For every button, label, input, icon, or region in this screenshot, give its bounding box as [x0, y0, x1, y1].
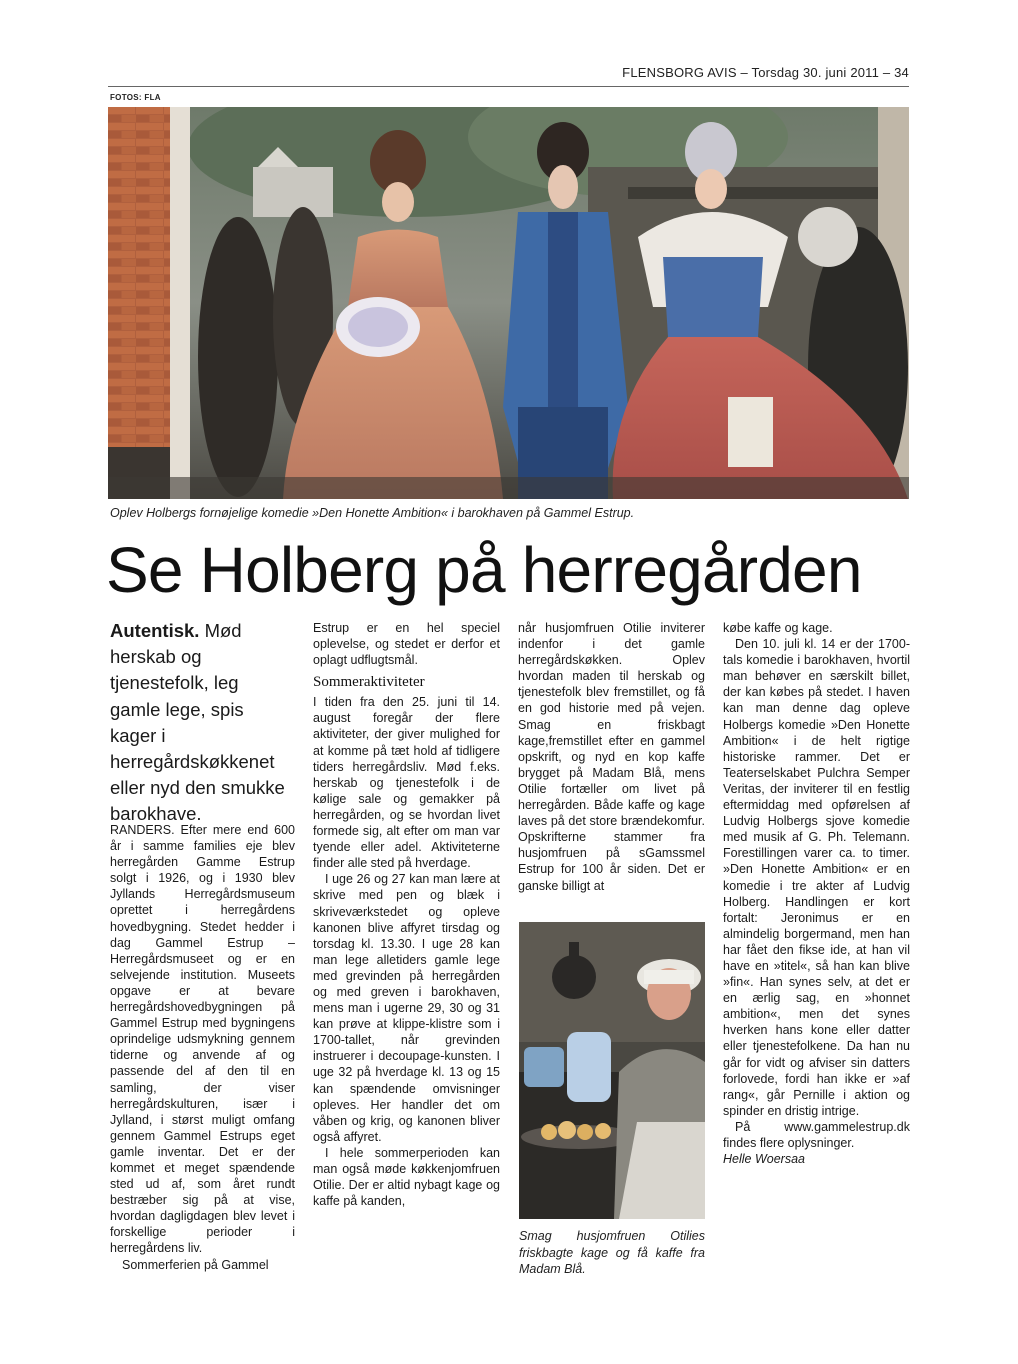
body-paragraph: Estrup er en hel speciel oplevelse, og stedet er derfor et oplagt udflugtsmål. — [313, 621, 500, 668]
kitchen-photo-caption: Smag husjomfruen Otilies friskbagte kage og få kaffe fra Madam Blå. — [519, 1229, 705, 1276]
lead-paragraph — [110, 618, 290, 828]
body-paragraph: I hele sommerperioden kan man også møde køkkenjomfruen Otilie. Der er altid nybagt kage og kaffe på kanden, — [313, 1145, 500, 1209]
kitchen-photo-illustration — [519, 922, 705, 1219]
headline: Se Holberg på herregården — [106, 534, 862, 606]
body-paragraph: RANDERS. Efter mere end 600 år i samme families eje blev herregården Gamme Estrup solgt i 1926, og i 1930 blev Jyllands Herregårdsmuseum oprettet i herregårdens hovedbygning. Stedet hedder i dag Gammel Estrup – Herregårdsmuseet og er en selvejende institution. Museets opgave er at bevare herregårdshovedbygningen på Gammel Estrup med bygningens oprindelige udsmykning gennem tiderne og anvende af og passende del af den til en samling, der viser herregårdskulturen, især i Jylland, i størst muligt omfang gennem Gammel Estrups eget gamle inventar. Det er der kommet et meget spændende sted ud af, som året rundt bestræber sig på at vise, hvordan dagligdagen blev levet i forskellige perioder i herregårdens liv. — [110, 823, 295, 1256]
main-photo-caption: Oplev Holbergs fornøjelige komedie »Den Honette Ambition« i barokhaven på Gammel Estrup. — [110, 506, 635, 520]
main-photo-illustration — [108, 107, 909, 499]
lead-text: Mød herskab og tjenestefolk, leg gamle lege, spis kager i herregårdskøkkenet eller nyd den smukke barokhave. — [110, 620, 285, 825]
column-3 — [518, 620, 705, 894]
body-paragraph: I uge 26 og 27 kan man lære at skrive med pen og blæk i skriveværkstedet og opleve kanonen blive affyret tirsdag og torsdag kl. 13.30. I uge 28 kan man lege alletiders gamle lege med grevinden på herregården og med greven i barokhaven, mens man i ugerne 29, 30 og 31 kan prøve at klippe-klistre som i 1700-tallet, når grevinden instruerer i decoupage-kunsten. I uge 32 på hverdage kl. 13 og 15 kan spændende omvisninger opleves. Her handler det om våben og krig, og kanonen bliver også affyret. — [313, 872, 500, 1144]
body-paragraph: Den 10. juli kl. 14 er der 1700-tals komedie i barokhaven, hvortil man behøver en særskilt billet, der kan købes på stedet. I haven kan man denne dag opleve Holbergs komedie »Den Honette Ambition« i de helt rigtige historiske rammer. Det er Teaterselskabet Pulchra Semper Veritas, der inviterer til en festlig eftermiddag med opførelsen af Ludvig Holbergs sjove komedie med musik af G. Ph. Telemann. Forestillingen varer ca. to timer. »Den Honette Ambition« er en komedie i tre akter af Ludvig Holberg. Handlingen er kort fortalt: Jeronimus er en almindelig borgermand, men han har fået den fikse ide, at han vil have en »titel«, så han kan blive »fin«. Han synes selv, at det er en ærlig sag, en »honnet ambition«, men det synes hverken hans kone eller datter eller tjenestefolkene. Da han nu går for vidt og afviser sin datters forlovede, fordi han ikke er »af rang«, går Pernille i aktion og spinder en dristig intrige. — [723, 637, 910, 1118]
body-paragraph: købe kaffe og kage. — [723, 621, 833, 635]
body-paragraph: Sommerferien på Gammel — [122, 1257, 269, 1272]
photo-credit: FOTOS: FLA — [110, 93, 161, 102]
kitchen-photo — [519, 922, 705, 1219]
column-2 — [313, 620, 500, 1209]
masthead-text: FLENSBORG AVIS – Torsdag 30. juni 2011 – 34 — [622, 65, 909, 80]
subheading: Sommeraktiviteter — [313, 674, 425, 691]
main-photo — [108, 107, 909, 499]
column-1 — [110, 822, 295, 1273]
body-paragraph: når husjomfruen Otilie inviterer indenfor i det gamle herregårdskøkken. Oplev hvordan maden til herskab og tjenestefolk blev fremstillet, og få en god historie med på vejen. Smag en friskbagt kage,fremstillet efter en gammel opskrift, og nyd en kop kaffe brygget på Madam Blå, mens Otilie fortæller om livet på herregården. Både kaffe og kage laves på det store brændekomfur. Opskrifterne stammer fra husjomfruen på sGamssmel Estrup for 100 år siden. Det er ganske billigt at — [518, 621, 705, 893]
masthead — [108, 63, 909, 87]
byline: Helle Woersaa — [723, 1152, 805, 1167]
website-paragraph: På www.gammelestrup.dk findes flere oplysninger. — [723, 1119, 910, 1150]
body-paragraph: I tiden fra den 25. juni til 14. august foregår der flere aktiviteter, der giver mulighed for at komme på tæt hold af tidligere tiders herregårdsliv. Mød f.eks. herskab og tjenestefolk i de kølige sale og gemakker på herregården, og se hvordan livet formede sig, alt efter om man var tyende eller adel. Aktiviteterne finder alle sted på hverdage. — [313, 695, 500, 871]
column-4 — [723, 620, 910, 1167]
lead-kicker: Autentisk. — [110, 620, 200, 641]
